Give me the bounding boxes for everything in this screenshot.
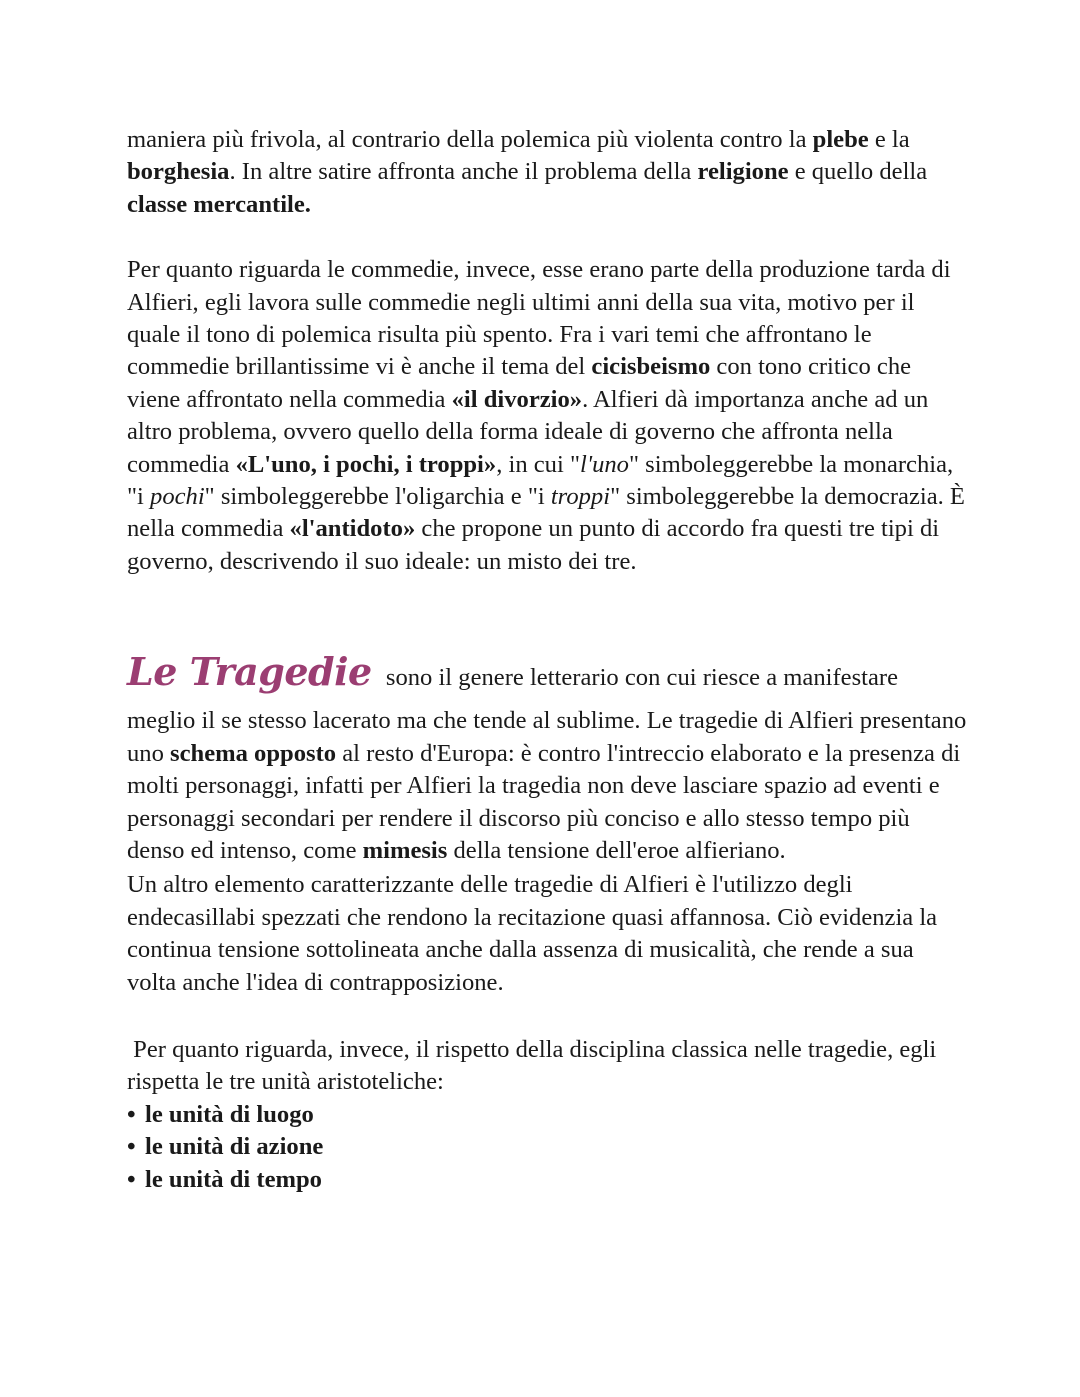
text: che propone un punto di accordo fra questi tre tipi di governo, descrivendo il suo ideale: un misto dei tre. (127, 515, 940, 575)
text: meglio il se stesso lacerato ma che tende al sublime. Le tragedie di Alfieri presentano uno (127, 707, 967, 767)
bullet-icon: • (127, 1133, 136, 1161)
bold-term-cicisbeismo: cicisbeismo (591, 353, 711, 381)
bullet-icon: • (127, 1100, 136, 1128)
paragraph-spacer (127, 999, 967, 1034)
bold-term-religione: religione (697, 158, 789, 186)
text: Per quanto riguarda, invece, il rispetto della disciplina classica nelle tragedie, egli rispetta le tre unità aristoteliche: (127, 1035, 943, 1096)
bold-term-schema-opposto: schema opposto (170, 739, 337, 767)
list-item-text: le unità di luogo (145, 1100, 314, 1128)
text: e quello della (788, 158, 928, 186)
text: e la (868, 126, 910, 153)
text: con tono critico che viene affrontato nella commedia (127, 353, 912, 413)
bold-title-lantidoto: «l'antidoto» (289, 515, 416, 543)
section-intro-text: sono il genere letterario con cui riesce a manifestare (379, 664, 898, 692)
text: Un altro elemento caratterizzante delle tragedie di Alfieri è l'utilizzo degli endecasillabi spezzati che rendono la recitazione quasi affannosa. Ciò evidenzia la continua tensione sottolineata anche dalla assenza di musicalità, che rende a sua volta anche l'idea di contrapposizione. (127, 871, 938, 996)
bold-title-luno-i-pochi-i-troppi: «L'uno, i pochi, i troppi» (235, 450, 497, 478)
document-page (127, 124, 967, 1196)
bold-term-borghesia: borghesia (127, 158, 230, 186)
unities-list (127, 1099, 967, 1196)
text: " simboleggerebbe la monarchia, "i (127, 450, 954, 511)
italic-term-luno: l'uno (580, 450, 629, 478)
bold-term-mimesis: mimesis (362, 836, 448, 864)
paragraph-spacer (127, 221, 967, 254)
text: Per quanto riguarda le commedie, invece, esse erano parte della produzione tarda di Alfieri, egli lavora sulle commedie negli ultimi anni della sua vita, motivo per il quale il tono di polemica risulta più spento. Fra i vari temi che affrontano le commedie brillantissime vi è anche il tema del (127, 256, 951, 381)
bold-term-plebe: plebe (812, 126, 869, 153)
text: maniera più frivola, al contrario della polemica più violenta contro la (127, 126, 813, 153)
bullet-icon: • (127, 1165, 136, 1193)
section-heading-line (127, 649, 967, 700)
list-item-azione (127, 1131, 967, 1163)
paragraph-tragedie (127, 705, 967, 867)
text: della tensione dell'eroe alfieriano. (447, 836, 786, 864)
list-item-tempo (127, 1164, 967, 1196)
section-spacer (127, 578, 967, 656)
list-item-text: le unità di tempo (145, 1165, 322, 1193)
paragraph-commedie (127, 254, 967, 578)
text: . In altre satire affronta anche il problema della (229, 158, 698, 186)
paragraph-unita-aristoteliche (127, 1034, 967, 1099)
text: . Alfieri dà importanza anche ad un altro problema, ovvero quello della forma ideale di governo che affronta nella commedia (127, 385, 929, 478)
bold-term-classe-mercantile: classe mercantile. (127, 190, 311, 218)
bold-title-il-divorzio: «il divorzio» (451, 385, 583, 413)
text: al resto d'Europa: è contro l'intreccio elaborato e la presenza di molti personaggi, infatti per Alfieri la tragedia non deve lasciare spazio ad eventi e personaggi secondari per rendere il discorso più conciso e allo stesso tempo più denso ed intenso, come (127, 739, 961, 864)
italic-term-pochi: pochi (150, 483, 205, 511)
text: , in cui " (496, 450, 580, 478)
paragraph-satire (127, 124, 967, 221)
section-title: Le Tragedie (127, 649, 372, 695)
list-item-text: le unità di azione (145, 1133, 324, 1161)
list-item-luogo (127, 1099, 967, 1131)
text: " simboleggerebbe la democrazia. È nella commedia (127, 483, 965, 543)
paragraph-endecasillabi (127, 869, 967, 999)
italic-term-troppi: troppi (550, 483, 611, 511)
text: " simboleggerebbe l'oligarchia e "i (204, 483, 551, 511)
